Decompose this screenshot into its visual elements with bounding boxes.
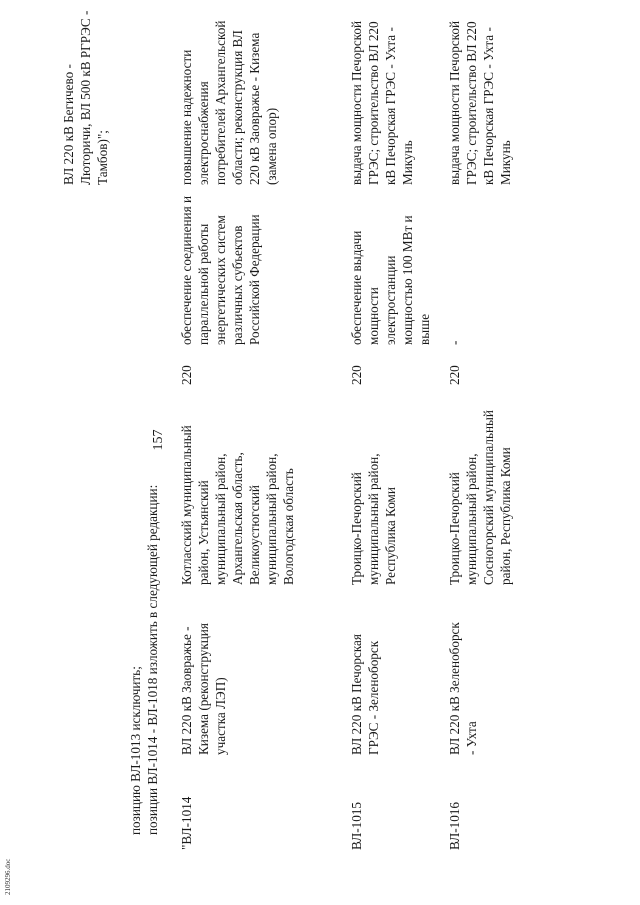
page-number: 157 — [151, 429, 166, 451]
row-voltage: 220 — [349, 365, 364, 385]
row-code: "ВЛ-1014 — [179, 796, 194, 850]
row-code: ВЛ-1016 — [447, 801, 462, 850]
footer-filename: 2109296.doc — [4, 858, 12, 895]
intro-line-1: позицию ВЛ-1013 исключить; — [128, 666, 143, 835]
row-location: Троицко-Печорский муниципальный район, Сосногорский муниципальный район, Республика Коми — [447, 410, 513, 585]
intro-line-2: позиции ВЛ-1014 - ВЛ-1018 изложить в следующей редакции: — [145, 484, 160, 835]
row-goal: обеспечение выдачи мощности электростанции мощностью 100 МВт и выше — [349, 215, 432, 345]
carry-over-text: ВЛ 220 кВ Бегичево - Люторичи, ВЛ 500 кВ РГРЭС - Тамбов)"; — [61, 10, 110, 185]
row-location: Троицко-Печорский муниципальный район, Республика Коми — [349, 453, 398, 585]
row-code: ВЛ-1015 — [349, 801, 364, 850]
row-name: ВЛ 220 кВ Зеленоборск - Ухта — [447, 622, 479, 755]
row-goal: - — [447, 340, 462, 345]
row-goal: обеспечение соединения и параллельной работы энергетических систем различных субъектов Российской Федерации — [179, 196, 262, 345]
row-result: повышение надежности электроснабжения потребителей Архангельской области; реконструкция ВЛ 220 кВ Заовражье - Кизема (замена опор) — [179, 20, 279, 185]
row-result: выдача мощности Печорской ГРЭС; строительство ВЛ 220 кВ Печорская ГРЭС - Ухта - Микунь — [447, 20, 513, 185]
row-name: ВЛ 220 кВ Заовражье - Кизема (реконструкция участка ЛЭП) — [179, 623, 228, 755]
intro-paragraph — [127, 235, 161, 835]
row-voltage: 220 — [179, 365, 194, 385]
row-name: ВЛ 220 кВ Печорская ГРЭС - Зеленоборск — [349, 634, 381, 755]
row-result: выдача мощности Печорской ГРЭС; строительство ВЛ 220 кВ Печорская ГРЭС - Ухта - Микунь — [349, 20, 415, 185]
row-voltage: 220 — [447, 365, 462, 385]
row-location: Котласский муниципальный район, Устьянский муниципальный район, Архангельская область, Великоустюгский муниципальный район, Вологодская область — [179, 425, 296, 585]
